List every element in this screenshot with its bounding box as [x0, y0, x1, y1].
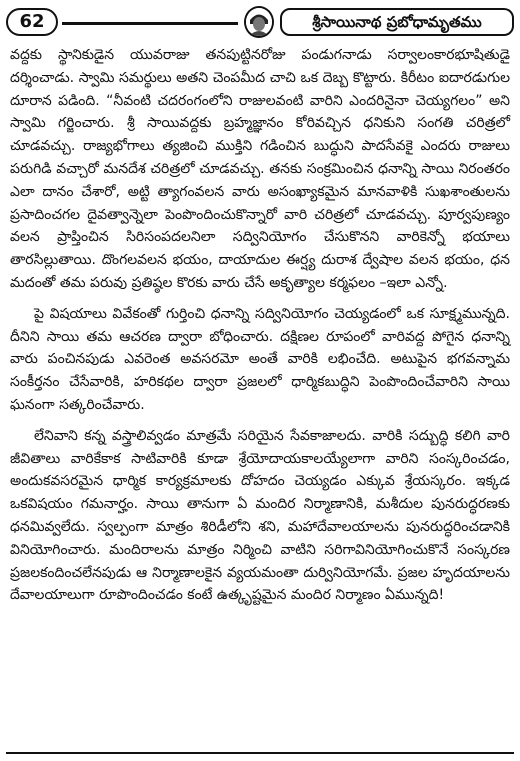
paragraph: వద్దకు స్థానికుడైన యువరాజు తనపుట్టినరోజు పండుగనాడు సర్వాలంకారభూషితుడై దర్శించాడు. స్వామి సమర్థులు అతని చెంపమీద చాచి ఒక దెబ్బ కొట్టారు. కిరీటం ఐదారడుగుల దూరాన పడింది. “నీవంటి చదరంగంలోని రాజులవంటి వారిని ఎందరినైనా చెయ్యగలం” అని స్వామి గర్జించారు. శ్రీ సాయివద్దకు బ్రహ్మజ్ఞానం కోరివచ్చిన ధనికుని సంగతి చరిత్రలో చూడవచ్చు. రాజ్యభోగాలు త్యజించి ముక్తిని గడించిన బుద్ధుని పాదసేవకై ఎందరు రాజులు పరుగిడి వచ్చారో మనదేశ చరిత్రలో చూడవచ్చు. తనకు సంక్రమించిన ధనాన్ని సాయి నిరంతరం ఎలా దానం చేశారో, అట్టి త్యాగంవలన వారు అసంఖ్యాకమైన మానవాళికి సుఖశాంతులను ప్రసాదించగల దైవత్వాన్నెలా పెంపొందించుకొన్నారో వారి చరిత్రలో చూడవచ్చు. పూర్వపుణ్యం వలన ప్రాప్తించిన సిరిసంపదలనిలా సద్వినియోగం చేసుకొనని వారికెన్నో భయాలు తారసిల్లుతాయి. దొంగలవలన భయం, దాయాదుల ఈర్ష్య దురాశ ద్వేషాల వలన భయం, ధన మదంతో తమ పరువు ప్రతిష్ఠల కొరకు వారు చేసే అకృత్యాల కర్మఫలం –ఇలా ఎన్నో.	[10, 47, 510, 291]
saint-portrait-icon	[244, 6, 274, 38]
page-number: 62	[6, 8, 58, 36]
header-rule	[62, 22, 238, 25]
footer-rule	[6, 752, 514, 754]
page-header	[6, 6, 514, 40]
paragraph: లేనివాని కన్న వస్త్రాలివ్వడం మాత్రమే సరియైన సేవకాజాలదు. వారికి సద్బుద్ధి కలిగి వారి జీవితాలు వారికేకాక సాటివారికి కూడా శ్రేయోదాయకాలయ్యేలాగా వారిని సంస్కరించడం, అందుకవసరమైన ధార్మిక కార్యక్రమాలకు దోహదం చెయ్యడం ఎక్కువ శ్రేయస్కరం. ఇక్కడ ఒకవిషయం గమనార్హం. సాయి తానుగా ఏ మందిర నిర్మాణానికి, మశీదుల పునరుద్ధరణకు ధనమివ్వలేదు. స్వల్పంగా మాత్రం శిరిడీలోని శని, మహాదేవాలయాలను పునరుద్ధరించడానికి వినియోగించారు. మందిరాలను మాత్రం నిర్మించి వాటిని సరిగావినియోగించుకొనే సంస్కరణ ప్రజలకందించలేనపుడు ఆ నిర్మాణాలకైన వ్యయమంతా దుర్వినియోగమే. ప్రజల హృదయాలను దేవాలయాలుగా రూపొందించడం కంటే ఉత్కృష్టమైన మందిర నిర్మాణం ఏమున్నది!	[10, 427, 510, 604]
paragraph: పై విషయాలు వివేకంతో గుర్తించి ధనాన్ని సద్వినియోగం చెయ్యడంలో ఒక సూక్ష్మమున్నది. దీనిని సాయి తమ ఆచరణ ద్వారా బోధించారు. దక్షిణల రూపంలో వారివద్ద పోగైన ధనాన్ని వారు పంచినపుడు ఎవరెంత అవసరమో అంతే వారికి లభించేది. అటుపైన భగవన్నామ సంకీర్తనం చేసేవారికి, హరికథల ద్వారా ప్రజలలో ధార్మికబుద్ధిని పెంపొందించేవారిని సాయి ఘనంగా సత్కరించేవారు.	[10, 305, 510, 413]
page-body	[10, 44, 510, 615]
book-title: శ్రీసాయినాథ ప్రబోధామృతము	[280, 8, 514, 36]
